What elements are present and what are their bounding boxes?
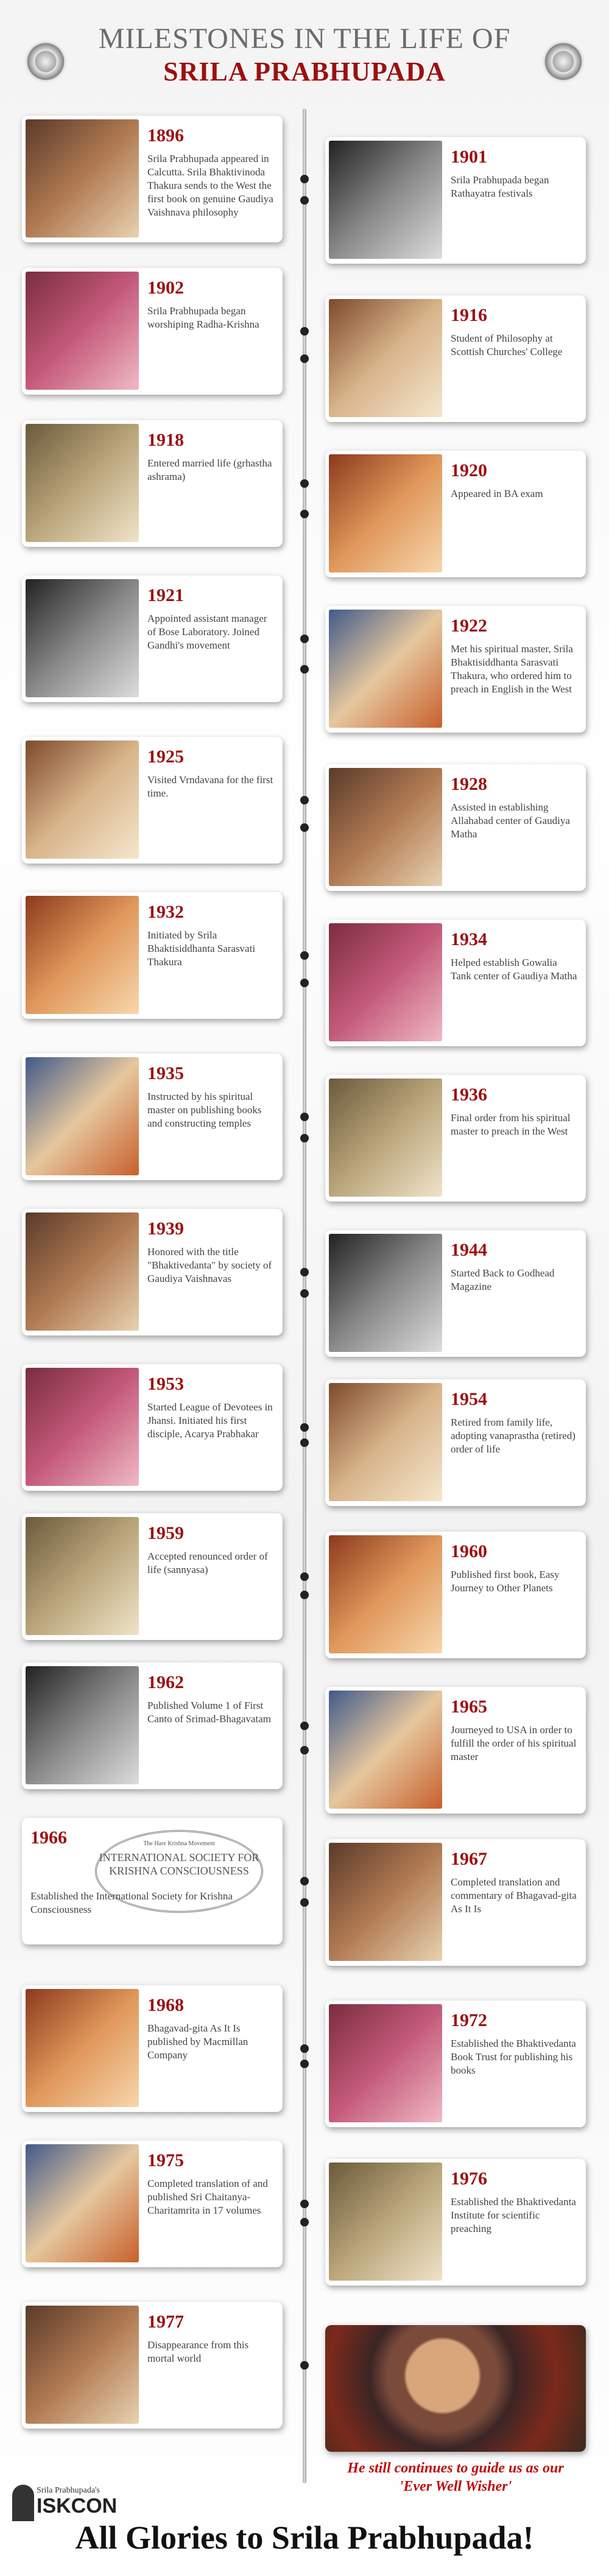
- photo-1918: [26, 424, 139, 542]
- event-description: Completed translation of and published Sri Chaitanya-Charitamrita in 17 volumes: [147, 2178, 268, 2216]
- photo-1928: [329, 768, 442, 886]
- timeline-dot: [300, 327, 309, 336]
- photo-1936: [329, 1079, 442, 1197]
- photo-1953: [26, 1368, 139, 1486]
- event-description: Started Back to Godhead Magazine: [451, 1267, 555, 1292]
- photo-1932: [26, 896, 139, 1014]
- event-description: Published Volume 1 of First Canto of Srimad-Bhagavatam: [147, 1700, 272, 1725]
- photo-1976: [329, 2163, 442, 2281]
- event-description: Disappearance from this mortal world: [147, 2339, 249, 2364]
- timeline-card-1975: [22, 2141, 283, 2267]
- event-description: Srila Prabhupada appeared in Calcutta. Srila Bhaktivinoda Thakura sends to the West the first book on genuine Gaudiya Vaishnava philosophy: [147, 153, 273, 218]
- event-description: Honored with the title "Bhaktivedanta" by society of Gaudiya Vaishnavas: [147, 1246, 272, 1284]
- photo-1975: [26, 2144, 139, 2262]
- timeline-card-1916: [325, 295, 586, 422]
- header: [0, 0, 609, 91]
- timeline-dot: [300, 1438, 309, 1447]
- timeline-dot: [300, 796, 309, 804]
- event-description: Srila Prabhupada began Rathayatra festivals: [451, 174, 549, 199]
- timeline-dot: [300, 951, 309, 960]
- photo-1944: [329, 1234, 442, 1352]
- event-description: Bhagavad-gita As It Is published by Macmillan Company: [147, 2022, 248, 2061]
- timeline-card-1920: [325, 451, 586, 577]
- timeline-card-1934: [325, 920, 586, 1046]
- timeline-dot: [300, 2044, 309, 2053]
- timeline-card-1932: [22, 892, 283, 1019]
- footer-glories: All Glories to Srila Prabhupada!: [75, 2519, 534, 2556]
- event-year: 1962: [147, 1672, 184, 1692]
- timeline-dot: [300, 1113, 309, 1121]
- timeline-dot: [300, 2200, 309, 2208]
- timeline-dot: [300, 175, 309, 183]
- emblem-big-text: INTERNATIONAL SOCIETY FOR KRISHNA CONSCIOUSNESS: [99, 1851, 259, 1877]
- event-description: Assisted in establishing Allahabad center of Gaudiya Matha: [451, 801, 570, 840]
- photo-1977: [26, 2306, 139, 2424]
- emblem-small-text: The Hare Krishna Movement: [143, 1840, 215, 1847]
- timeline-dot: [300, 665, 309, 674]
- event-year: 1901: [451, 147, 487, 167]
- event-description: Retired from family life, adopting vanaprastha (retired) order of life: [451, 1416, 576, 1455]
- photo-1901: [329, 141, 442, 259]
- timeline-dot: [300, 1268, 309, 1276]
- timeline-card-1968: [22, 1985, 283, 2112]
- timeline-dot: [300, 979, 309, 987]
- event-description: Srila Prabhupada began worshiping Radha-Krishna: [147, 305, 259, 330]
- event-description: Established the Bhaktivedanta Book Trust for publishing his books: [451, 2038, 576, 2076]
- timeline-dot: [300, 1722, 309, 1730]
- timeline-card-1928: [325, 764, 586, 891]
- timeline-dot: [300, 1877, 309, 1885]
- timeline-card-1960: [325, 1532, 586, 1658]
- timeline-dot: [300, 479, 309, 488]
- event-description: Appointed assistant manager of Bose Laboratory. Joined Gandhi's movement: [147, 613, 267, 651]
- page-title-line1: MILESTONES IN THE LIFE OF: [98, 23, 511, 55]
- photo-1968: [26, 1989, 139, 2107]
- timeline-card-1918: [22, 420, 283, 547]
- timeline-card-1972: [325, 2001, 586, 2127]
- photo-1935: [26, 1057, 139, 1175]
- photo-1962: [26, 1666, 139, 1784]
- timeline-card-1901: [325, 137, 586, 264]
- timeline-card-1953: [22, 1364, 283, 1491]
- logo-subtitle: Srila Prabhupada's: [37, 2486, 100, 2495]
- photo-1959: [26, 1517, 139, 1635]
- timeline-dot: [300, 196, 309, 205]
- timeline-dot: [300, 1898, 309, 1907]
- event-year: 1902: [147, 278, 184, 298]
- event-description: Journeyed to USA in order to fulfill the order of his spiritual master: [451, 1724, 577, 1762]
- event-year: 1965: [451, 1697, 487, 1717]
- event-description: Entered married life (grhastha ashrama): [147, 457, 272, 482]
- event-year: 1976: [451, 2169, 487, 2189]
- photo-1902: [26, 272, 139, 390]
- timeline-card-1967: [325, 1839, 586, 1966]
- event-year: 1968: [147, 1995, 184, 2015]
- photo-1896: [26, 119, 139, 238]
- timeline-card-1922: [325, 606, 586, 733]
- timeline-dot: [300, 2060, 309, 2068]
- photo-1960: [329, 1535, 442, 1653]
- temple-icon: [12, 2485, 34, 2521]
- photo-1925: [26, 741, 139, 859]
- timeline-card-1976: [325, 2159, 586, 2286]
- event-description: Student of Philosophy at Scottish Churches' College: [451, 333, 563, 357]
- photo-1934: [329, 923, 442, 1041]
- event-year: 1966: [30, 1828, 67, 1848]
- timeline-card-1935: [22, 1054, 283, 1180]
- timeline-dot: [300, 1746, 309, 1754]
- event-description: Visited Vrndavana for the first time.: [147, 774, 273, 799]
- photo-1967: [329, 1843, 442, 1961]
- photo-1916: [329, 299, 442, 417]
- timeline-card-1896: [22, 116, 283, 242]
- event-year: 1935: [147, 1063, 184, 1083]
- event-year: 1920: [451, 460, 487, 480]
- event-year: 1967: [451, 1849, 487, 1869]
- page-title-line2: SRILA PRABHUPADA: [163, 57, 446, 86]
- timeline-card-1936: [325, 1075, 586, 1202]
- event-year: 1918: [147, 430, 184, 450]
- event-year: 1954: [451, 1389, 487, 1409]
- event-year: 1960: [451, 1541, 487, 1561]
- timeline-dot: [300, 635, 309, 643]
- event-year: 1921: [147, 585, 184, 605]
- event-description: Helped establish Gowalia Tank center of Gaudiya Matha: [451, 957, 577, 982]
- timeline-card-1959: [22, 1513, 283, 1640]
- timeline-dot: [300, 1134, 309, 1142]
- event-year: 1925: [147, 747, 184, 767]
- event-year: 1896: [147, 125, 184, 146]
- photo-1954: [329, 1383, 442, 1501]
- timeline-card-1921: [22, 575, 283, 702]
- event-description: Established the Bhaktivedanta Institute for scientific preaching: [451, 2196, 576, 2234]
- event-year: 1932: [147, 902, 184, 922]
- timeline-card-1925: [22, 737, 283, 864]
- event-year: 1972: [451, 2010, 487, 2030]
- event-description: Instructed by his spiritual master on publishing books and constructing temples: [147, 1091, 262, 1129]
- timeline-dot: [300, 1572, 309, 1581]
- event-description: Started League of Devotees in Jhansi. Initiated his first disciple, Acarya Prabhakar: [147, 1401, 273, 1440]
- event-description: Final order from his spiritual master to preach in the West: [451, 1112, 571, 1137]
- event-description: Completed translation and commentary of Bhagavad-gita As It Is: [451, 1876, 577, 1915]
- timeline-dot: [300, 823, 309, 832]
- timeline-card-1944: [325, 1230, 586, 1357]
- event-year: 1953: [147, 1374, 184, 1394]
- event-year: 1936: [451, 1085, 487, 1105]
- event-year: 1975: [147, 2150, 184, 2170]
- timeline-card-1977: [22, 2302, 283, 2429]
- event-description: Accepted renounced order of life (sannyasa): [147, 1550, 268, 1575]
- event-year: 1934: [451, 929, 487, 949]
- timeline-dot: [300, 1591, 309, 1599]
- timeline-dot: [300, 2361, 309, 2370]
- event-year: 1928: [451, 774, 487, 794]
- final-caption: [325, 2459, 586, 2496]
- event-description: Initiated by Srila Bhaktisiddhanta Sarasvati Thakura: [147, 929, 256, 968]
- timeline-card-1965: [325, 1687, 586, 1814]
- event-year: 1944: [451, 1240, 487, 1260]
- logo-title: ISKCON: [37, 2494, 118, 2518]
- photo-1922: [329, 610, 442, 728]
- event-year: 1916: [451, 305, 487, 325]
- iskcon-logo: [12, 2485, 134, 2521]
- timeline-card-1966: [22, 1818, 283, 1944]
- final-caption-line2: 'Ever Well Wisher': [399, 2479, 512, 2494]
- event-year: 1939: [147, 1219, 184, 1239]
- event-year: 1922: [451, 616, 487, 636]
- prabhupada-portrait: [325, 2325, 586, 2452]
- event-description: Published first book, Easy Journey to Other Planets: [451, 1569, 560, 1594]
- event-description: Appeared in BA exam: [451, 488, 543, 499]
- photo-1939: [26, 1212, 139, 1331]
- final-caption-line1: He still continues to guide us as our: [347, 2460, 564, 2476]
- timeline-dot: [300, 1423, 309, 1432]
- photo-1965: [329, 1691, 442, 1809]
- photo-1920: [329, 454, 442, 572]
- photo-1921: [26, 579, 139, 697]
- event-year: 1977: [147, 2312, 184, 2332]
- timeline-card-1902: [22, 268, 283, 395]
- event-description: Established the International Society for Krishna Consciousness: [30, 1890, 233, 1915]
- timeline-dot: [300, 1289, 309, 1298]
- photo-1972: [329, 2004, 442, 2122]
- timeline-dot: [300, 2218, 309, 2226]
- timeline-dot: [300, 354, 309, 363]
- event-description: Met his spiritual master, Srila Bhaktisiddhanta Sarasvati Thakura, who ordered him to preach in English in the West: [451, 643, 573, 695]
- timeline-card-1939: [22, 1209, 283, 1336]
- timeline-card-1962: [22, 1663, 283, 1789]
- timeline-dot: [300, 510, 309, 518]
- timeline-card-1954: [325, 1379, 586, 1506]
- event-year: 1959: [147, 1523, 184, 1543]
